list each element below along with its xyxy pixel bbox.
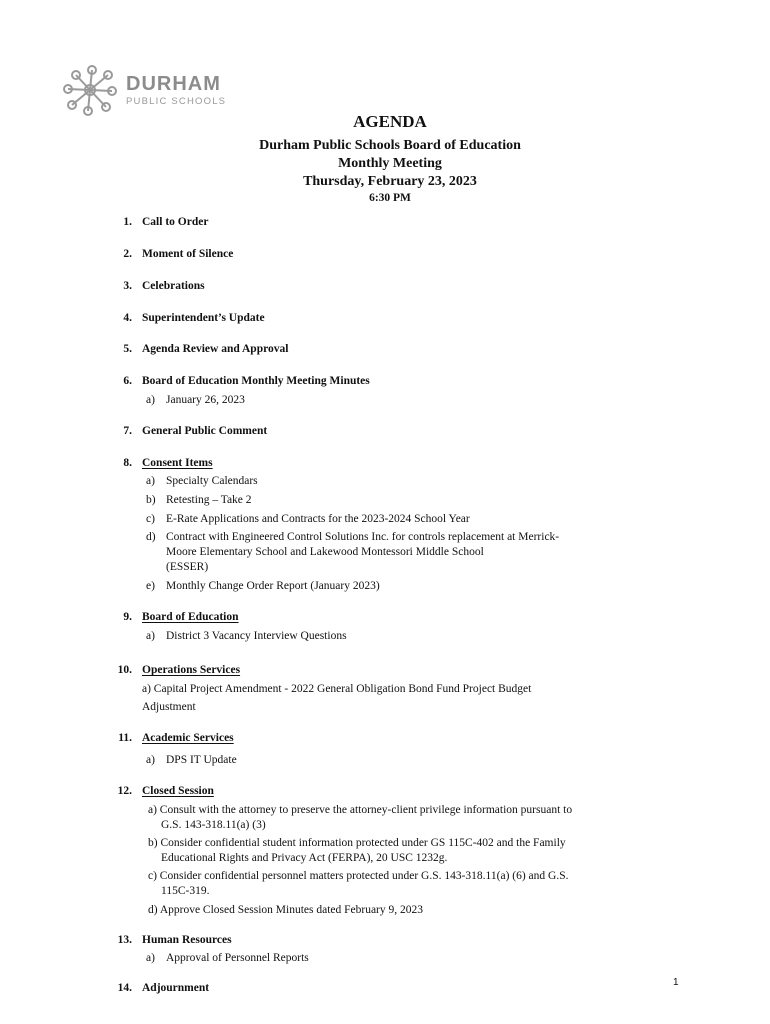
- item-label: Consent Items: [142, 457, 213, 469]
- item-number: 10.: [117, 664, 132, 676]
- item-number: 2.: [123, 248, 132, 260]
- item-label: Celebrations: [142, 280, 205, 292]
- agenda-item: [123, 280, 205, 292]
- sub-item-continuation: G.S. 143-318.11(a) (3): [161, 819, 266, 831]
- item-number: 4.: [123, 312, 132, 324]
- item-number: 12.: [117, 785, 132, 797]
- agenda-item: [123, 343, 289, 355]
- item-label: Call to Order: [142, 216, 209, 228]
- sub-item-text: January 26, 2023: [166, 394, 245, 406]
- sub-item: [146, 580, 380, 592]
- sub-item-marker: a): [146, 630, 155, 642]
- item-number: 5.: [123, 343, 132, 355]
- sub-item: [146, 952, 309, 964]
- agenda-item: [123, 248, 234, 260]
- item-number: 13.: [117, 934, 132, 946]
- sub-item-text: a) Consult with the attorney to preserve the attorney-client privilege information pursuant to: [148, 804, 573, 816]
- sub-item: [146, 494, 252, 506]
- sub-item-marker: a): [146, 475, 155, 487]
- meeting-date: Thursday, February 23, 2023: [303, 174, 477, 189]
- item-label: Human Resources: [142, 934, 232, 946]
- sub-item-continuation: Adjustment: [142, 701, 196, 713]
- sub-item: [146, 630, 347, 642]
- sub-item-marker: a): [146, 394, 155, 406]
- meeting-time: 6:30 PM: [369, 192, 411, 204]
- item-number: 8.: [123, 457, 132, 469]
- sub-item: [146, 394, 245, 406]
- item-label: Closed Session: [142, 785, 214, 797]
- sub-item-text: Approval of Personnel Reports: [166, 952, 309, 964]
- meeting-type: Monthly Meeting: [338, 156, 442, 171]
- sub-item-text: Retesting – Take 2: [166, 494, 252, 506]
- item-number: 1.: [123, 216, 132, 228]
- item-label: Academic Services: [142, 732, 234, 744]
- sub-item-text: Contract with Engineered Control Solutions Inc. for controls replacement at Merrick-: [166, 531, 560, 543]
- item-number: 14.: [117, 982, 132, 994]
- sub-item-marker: e): [146, 580, 155, 592]
- sub-item-marker: a): [146, 754, 155, 766]
- sub-item-marker: c): [146, 513, 155, 525]
- item-label: Adjournment: [142, 982, 210, 994]
- sub-item-continuation: Educational Rights and Privacy Act (FERPA), 20 USC 1232g.: [161, 852, 448, 864]
- sub-item: [146, 531, 559, 543]
- agenda-item: [117, 982, 210, 994]
- sub-item-continuation: Moore Elementary School and Lakewood Montessori Middle School: [166, 546, 484, 558]
- agenda-item: [123, 425, 268, 437]
- sub-item-marker: b): [146, 494, 156, 506]
- sub-item-marker: d): [146, 531, 156, 543]
- agenda-item: [123, 312, 265, 324]
- sub-item-text: c) Consider confidential personnel matters protected under G.S. 143-318.11(a) (6) and G.S.: [148, 870, 569, 882]
- item-label: Superintendent’s Update: [142, 312, 265, 324]
- item-label: Moment of Silence: [142, 248, 234, 260]
- sub-item-text: d) Approve Closed Session Minutes dated February 9, 2023: [148, 904, 424, 916]
- sub-item-text: b) Consider confidential student information protected under GS 115C-402 and the Family: [148, 837, 566, 849]
- sub-item-marker: a): [146, 952, 155, 964]
- item-number: 3.: [123, 280, 132, 292]
- agenda-item: [123, 375, 370, 387]
- item-number: 11.: [118, 732, 132, 744]
- sub-item: [146, 513, 470, 525]
- item-label: Board of Education: [142, 611, 239, 623]
- agenda-item: [117, 934, 232, 946]
- agenda-item: [117, 664, 241, 676]
- agenda-item: [117, 785, 214, 797]
- agenda-item: [123, 611, 239, 623]
- sub-item-continuation: (ESSER): [166, 561, 209, 573]
- logo-subtitle: PUBLIC SCHOOLS: [126, 95, 227, 107]
- sub-item-text: DPS IT Update: [166, 754, 237, 766]
- sub-item-text: Specialty Calendars: [166, 475, 258, 487]
- durham-logo: [62, 60, 226, 120]
- item-number: 6.: [123, 375, 132, 387]
- logo-name: DURHAM: [126, 72, 221, 95]
- sub-item-continuation: 115C-319.: [161, 885, 210, 897]
- agenda-item: [123, 457, 213, 469]
- page-number: 1: [673, 977, 679, 988]
- page-title: AGENDA: [353, 112, 427, 131]
- item-label: Agenda Review and Approval: [142, 343, 289, 355]
- item-number: 9.: [123, 611, 132, 623]
- sub-item: [146, 475, 258, 487]
- item-label: General Public Comment: [142, 425, 268, 437]
- agenda-item: [118, 732, 234, 744]
- sub-item-text: District 3 Vacancy Interview Questions: [166, 630, 347, 642]
- item-label: Operations Services: [142, 664, 241, 676]
- sub-item-text: E-Rate Applications and Contracts for the 2023-2024 School Year: [166, 513, 470, 525]
- item-label: Board of Education Monthly Meeting Minutes: [142, 375, 370, 387]
- agenda-item: [123, 216, 209, 228]
- organization-title: Durham Public Schools Board of Education: [259, 138, 521, 153]
- sub-item-text: Monthly Change Order Report (January 2023): [166, 580, 380, 592]
- sub-item-text: a) Capital Project Amendment - 2022 General Obligation Bond Fund Project Budget: [142, 683, 532, 695]
- item-number: 7.: [123, 425, 132, 437]
- network-logo-icon: [62, 61, 120, 119]
- sub-item: [146, 754, 237, 766]
